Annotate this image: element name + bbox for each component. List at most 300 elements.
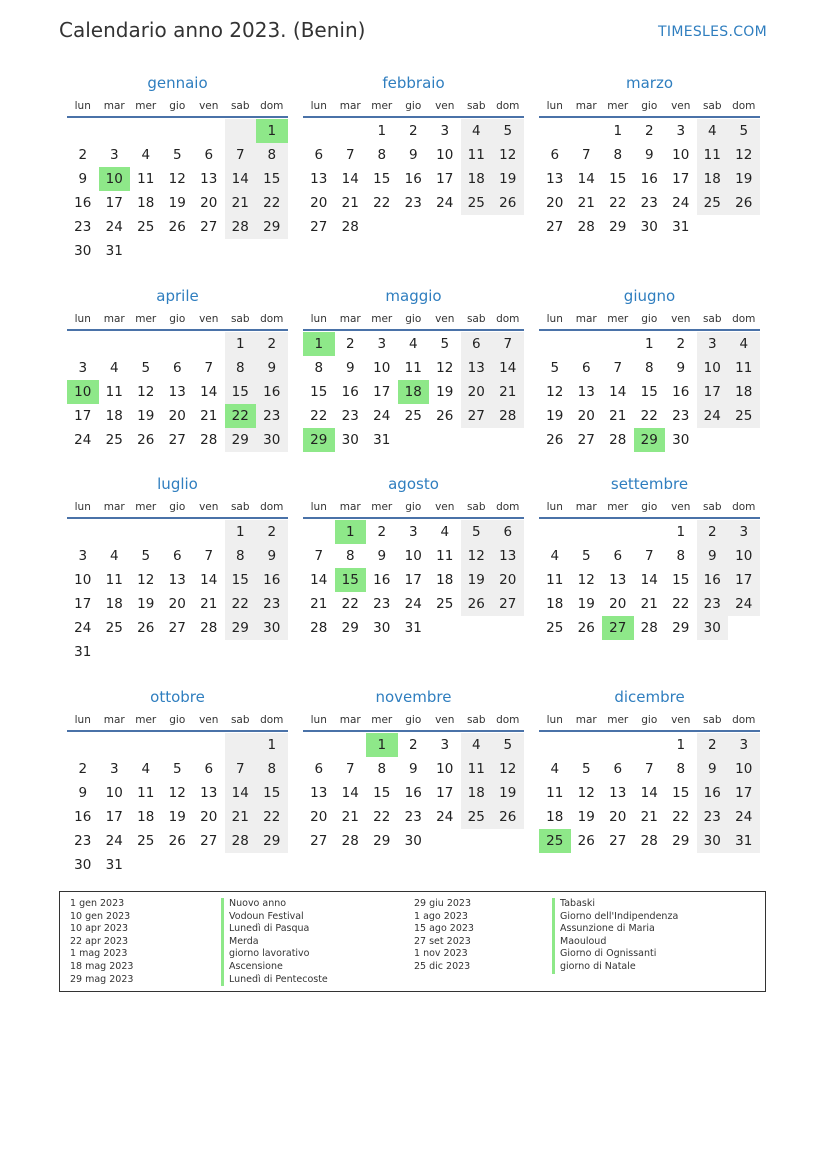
day-cell[interactable]: 12	[577, 572, 595, 588]
day-cell[interactable]: 26	[137, 620, 155, 636]
day-cell[interactable]: 28	[310, 620, 328, 636]
day-cell[interactable]: 15	[672, 572, 690, 588]
day-cell[interactable]: 24	[728, 592, 760, 616]
day-cell[interactable]: 10	[728, 757, 760, 781]
day-cell[interactable]: 23	[256, 404, 288, 428]
day-cell[interactable]: 3	[440, 123, 450, 139]
day-cell[interactable]: 7	[345, 761, 355, 777]
day-cell[interactable]: 22	[373, 809, 391, 825]
day-cell[interactable]: 1	[377, 123, 387, 139]
day-cell[interactable]: 22	[341, 596, 359, 612]
day-cell[interactable]: 28	[225, 829, 257, 853]
day-cell[interactable]: 23	[404, 809, 422, 825]
day-cell[interactable]: 28	[577, 219, 595, 235]
day-cell[interactable]: 9	[256, 356, 288, 380]
day-cell[interactable]: 10	[404, 548, 422, 564]
day-cell[interactable]: 12	[137, 572, 155, 588]
day-cell[interactable]: 13	[546, 171, 564, 187]
day-cell[interactable]: 12	[461, 544, 493, 568]
day-cell[interactable]: 5	[172, 761, 182, 777]
day-cell[interactable]: 13	[577, 384, 595, 400]
day-cell[interactable]: 21	[310, 596, 328, 612]
day-cell[interactable]: 31	[373, 432, 391, 448]
day-cell[interactable]: 31	[404, 620, 422, 636]
day-cell[interactable]: 21	[640, 596, 658, 612]
day-cell[interactable]: 10	[436, 147, 454, 163]
day-cell[interactable]: 30	[341, 432, 359, 448]
day-cell[interactable]: 11	[436, 548, 454, 564]
day-cell[interactable]: 1	[613, 123, 623, 139]
day-cell[interactable]: 25	[137, 833, 155, 849]
day-cell[interactable]: 18	[436, 572, 454, 588]
day-cell[interactable]: 23	[640, 195, 658, 211]
day-cell[interactable]: 28	[492, 404, 524, 428]
day-cell[interactable]: 29	[672, 620, 690, 636]
day-cell[interactable]: 3	[78, 360, 88, 376]
day-cell[interactable]: 8	[256, 143, 288, 167]
day-cell[interactable]: 30	[404, 833, 422, 849]
day-cell[interactable]: 27	[492, 592, 524, 616]
day-cell[interactable]: 29	[225, 616, 257, 640]
day-cell[interactable]: 25	[404, 408, 422, 424]
day-cell[interactable]: 4	[141, 761, 151, 777]
day-cell[interactable]: 10	[728, 544, 760, 568]
day-cell[interactable]: 15	[225, 380, 257, 404]
holiday-day-cell[interactable]: 29	[303, 428, 335, 452]
day-cell[interactable]: 17	[74, 408, 92, 424]
day-cell[interactable]: 1	[225, 332, 257, 356]
day-cell[interactable]: 2	[408, 737, 418, 753]
day-cell[interactable]: 22	[256, 805, 288, 829]
day-cell[interactable]: 7	[644, 548, 654, 564]
day-cell[interactable]: 24	[728, 805, 760, 829]
day-cell[interactable]: 3	[109, 761, 119, 777]
day-cell[interactable]: 11	[137, 171, 155, 187]
day-cell[interactable]: 20	[492, 568, 524, 592]
day-cell[interactable]: 20	[609, 596, 627, 612]
day-cell[interactable]: 31	[728, 829, 760, 853]
day-cell[interactable]: 19	[728, 167, 760, 191]
day-cell[interactable]: 8	[377, 147, 387, 163]
day-cell[interactable]: 28	[609, 432, 627, 448]
day-cell[interactable]: 15	[373, 171, 391, 187]
day-cell[interactable]: 3	[377, 336, 387, 352]
day-cell[interactable]: 16	[640, 171, 658, 187]
day-cell[interactable]: 19	[168, 195, 186, 211]
day-cell[interactable]: 8	[613, 147, 623, 163]
day-cell[interactable]: 10	[697, 356, 729, 380]
day-cell[interactable]: 5	[461, 520, 493, 544]
day-cell[interactable]: 13	[310, 785, 328, 801]
day-cell[interactable]: 14	[609, 384, 627, 400]
day-cell[interactable]: 24	[74, 620, 92, 636]
day-cell[interactable]: 16	[74, 195, 92, 211]
day-cell[interactable]: 11	[546, 572, 564, 588]
day-cell[interactable]: 5	[172, 147, 182, 163]
day-cell[interactable]: 15	[672, 785, 690, 801]
day-cell[interactable]: 17	[436, 171, 454, 187]
day-cell[interactable]: 14	[577, 171, 595, 187]
day-cell[interactable]: 6	[613, 548, 623, 564]
day-cell[interactable]: 4	[141, 147, 151, 163]
day-cell[interactable]: 27	[200, 833, 218, 849]
day-cell[interactable]: 8	[345, 548, 355, 564]
day-cell[interactable]: 8	[225, 356, 257, 380]
day-cell[interactable]: 16	[672, 384, 690, 400]
day-cell[interactable]: 8	[644, 360, 654, 376]
day-cell[interactable]: 2	[377, 524, 387, 540]
day-cell[interactable]: 26	[137, 432, 155, 448]
day-cell[interactable]: 22	[640, 408, 658, 424]
day-cell[interactable]: 8	[377, 761, 387, 777]
day-cell[interactable]: 15	[373, 785, 391, 801]
day-cell[interactable]: 30	[256, 428, 288, 452]
day-cell[interactable]: 5	[492, 733, 524, 757]
day-cell[interactable]: 21	[341, 195, 359, 211]
day-cell[interactable]: 26	[168, 833, 186, 849]
day-cell[interactable]: 9	[697, 544, 729, 568]
day-cell[interactable]: 7	[345, 147, 355, 163]
day-cell[interactable]: 28	[200, 620, 218, 636]
day-cell[interactable]: 16	[404, 171, 422, 187]
day-cell[interactable]: 23	[672, 408, 690, 424]
day-cell[interactable]: 28	[341, 219, 359, 235]
holiday-day-cell[interactable]: 15	[335, 568, 367, 592]
day-cell[interactable]: 14	[200, 384, 218, 400]
day-cell[interactable]: 3	[697, 332, 729, 356]
day-cell[interactable]: 4	[461, 733, 493, 757]
day-cell[interactable]: 12	[492, 143, 524, 167]
day-cell[interactable]: 27	[546, 219, 564, 235]
day-cell[interactable]: 19	[137, 408, 155, 424]
day-cell[interactable]: 26	[492, 191, 524, 215]
day-cell[interactable]: 18	[546, 809, 564, 825]
day-cell[interactable]: 6	[613, 761, 623, 777]
day-cell[interactable]: 4	[440, 524, 450, 540]
day-cell[interactable]: 15	[256, 781, 288, 805]
day-cell[interactable]: 23	[74, 219, 92, 235]
day-cell[interactable]: 3	[728, 520, 760, 544]
day-cell[interactable]: 9	[408, 761, 418, 777]
day-cell[interactable]: 30	[697, 829, 729, 853]
day-cell[interactable]: 27	[168, 620, 186, 636]
day-cell[interactable]: 4	[408, 336, 418, 352]
day-cell[interactable]: 20	[461, 380, 493, 404]
day-cell[interactable]: 18	[546, 596, 564, 612]
day-cell[interactable]: 6	[581, 360, 591, 376]
day-cell[interactable]: 10	[105, 785, 123, 801]
day-cell[interactable]: 5	[550, 360, 560, 376]
day-cell[interactable]: 3	[728, 733, 760, 757]
day-cell[interactable]: 3	[408, 524, 418, 540]
day-cell[interactable]: 20	[168, 596, 186, 612]
day-cell[interactable]: 8	[256, 757, 288, 781]
day-cell[interactable]: 6	[204, 147, 214, 163]
day-cell[interactable]: 25	[728, 404, 760, 428]
day-cell[interactable]: 29	[256, 829, 288, 853]
day-cell[interactable]: 24	[672, 195, 690, 211]
day-cell[interactable]: 1	[644, 336, 654, 352]
day-cell[interactable]: 14	[310, 572, 328, 588]
day-cell[interactable]: 27	[200, 219, 218, 235]
day-cell[interactable]: 18	[697, 167, 729, 191]
day-cell[interactable]: 26	[436, 408, 454, 424]
day-cell[interactable]: 6	[314, 761, 324, 777]
day-cell[interactable]: 6	[314, 147, 324, 163]
day-cell[interactable]: 21	[640, 809, 658, 825]
day-cell[interactable]: 18	[105, 596, 123, 612]
holiday-day-cell[interactable]: 29	[634, 428, 666, 452]
day-cell[interactable]: 2	[256, 520, 288, 544]
day-cell[interactable]: 12	[546, 384, 564, 400]
day-cell[interactable]: 31	[105, 243, 123, 259]
day-cell[interactable]: 18	[461, 781, 493, 805]
day-cell[interactable]: 19	[137, 596, 155, 612]
day-cell[interactable]: 26	[168, 219, 186, 235]
day-cell[interactable]: 12	[728, 143, 760, 167]
day-cell[interactable]: 12	[492, 757, 524, 781]
day-cell[interactable]: 19	[492, 167, 524, 191]
day-cell[interactable]: 24	[105, 833, 123, 849]
holiday-day-cell[interactable]: 10	[99, 167, 131, 191]
day-cell[interactable]: 25	[105, 432, 123, 448]
day-cell[interactable]: 13	[168, 572, 186, 588]
day-cell[interactable]: 27	[609, 833, 627, 849]
day-cell[interactable]: 31	[105, 857, 123, 873]
day-cell[interactable]: 9	[78, 785, 88, 801]
day-cell[interactable]: 22	[609, 195, 627, 211]
brand-link[interactable]: TIMESLES.COM	[658, 24, 767, 40]
holiday-day-cell[interactable]: 1	[256, 119, 288, 143]
day-cell[interactable]: 17	[404, 572, 422, 588]
day-cell[interactable]: 25	[105, 620, 123, 636]
day-cell[interactable]: 22	[672, 596, 690, 612]
day-cell[interactable]: 21	[200, 408, 218, 424]
day-cell[interactable]: 22	[225, 592, 257, 616]
day-cell[interactable]: 24	[373, 408, 391, 424]
day-cell[interactable]: 24	[436, 809, 454, 825]
day-cell[interactable]: 12	[168, 785, 186, 801]
day-cell[interactable]: 28	[200, 432, 218, 448]
day-cell[interactable]: 23	[404, 195, 422, 211]
day-cell[interactable]: 9	[256, 544, 288, 568]
day-cell[interactable]: 4	[109, 548, 119, 564]
day-cell[interactable]: 31	[672, 219, 690, 235]
day-cell[interactable]: 5	[581, 761, 591, 777]
day-cell[interactable]: 13	[461, 356, 493, 380]
day-cell[interactable]: 25	[546, 620, 564, 636]
day-cell[interactable]: 5	[728, 119, 760, 143]
holiday-day-cell[interactable]: 10	[67, 380, 99, 404]
day-cell[interactable]: 28	[225, 215, 257, 239]
day-cell[interactable]: 10	[373, 360, 391, 376]
day-cell[interactable]: 17	[728, 568, 760, 592]
day-cell[interactable]: 13	[200, 171, 218, 187]
day-cell[interactable]: 17	[672, 171, 690, 187]
day-cell[interactable]: 13	[609, 572, 627, 588]
day-cell[interactable]: 11	[105, 384, 123, 400]
day-cell[interactable]: 21	[609, 408, 627, 424]
day-cell[interactable]: 13	[609, 785, 627, 801]
day-cell[interactable]: 14	[341, 785, 359, 801]
day-cell[interactable]: 9	[78, 171, 88, 187]
day-cell[interactable]: 28	[640, 833, 658, 849]
day-cell[interactable]: 23	[373, 596, 391, 612]
day-cell[interactable]: 11	[137, 785, 155, 801]
day-cell[interactable]: 11	[728, 356, 760, 380]
day-cell[interactable]: 29	[672, 833, 690, 849]
holiday-day-cell[interactable]: 1	[366, 733, 398, 757]
day-cell[interactable]: 13	[310, 171, 328, 187]
day-cell[interactable]: 2	[345, 336, 355, 352]
day-cell[interactable]: 4	[550, 548, 560, 564]
day-cell[interactable]: 12	[577, 785, 595, 801]
day-cell[interactable]: 5	[440, 336, 450, 352]
day-cell[interactable]: 20	[577, 408, 595, 424]
day-cell[interactable]: 21	[577, 195, 595, 211]
day-cell[interactable]: 30	[697, 616, 729, 640]
day-cell[interactable]: 14	[200, 572, 218, 588]
day-cell[interactable]: 19	[546, 408, 564, 424]
day-cell[interactable]: 27	[577, 432, 595, 448]
day-cell[interactable]: 24	[404, 596, 422, 612]
day-cell[interactable]: 27	[310, 833, 328, 849]
day-cell[interactable]: 7	[492, 332, 524, 356]
day-cell[interactable]: 2	[697, 733, 729, 757]
day-cell[interactable]: 22	[256, 191, 288, 215]
holiday-day-cell[interactable]: 25	[539, 829, 571, 853]
day-cell[interactable]: 10	[672, 147, 690, 163]
day-cell[interactable]: 27	[461, 404, 493, 428]
day-cell[interactable]: 25	[436, 596, 454, 612]
day-cell[interactable]: 21	[225, 805, 257, 829]
holiday-day-cell[interactable]: 18	[398, 380, 430, 404]
holiday-day-cell[interactable]: 1	[335, 520, 367, 544]
day-cell[interactable]: 12	[168, 171, 186, 187]
day-cell[interactable]: 21	[200, 596, 218, 612]
day-cell[interactable]: 2	[78, 761, 88, 777]
day-cell[interactable]: 1	[256, 733, 288, 757]
day-cell[interactable]: 20	[609, 809, 627, 825]
day-cell[interactable]: 18	[137, 195, 155, 211]
day-cell[interactable]: 7	[225, 757, 257, 781]
day-cell[interactable]: 9	[377, 548, 387, 564]
day-cell[interactable]: 27	[168, 432, 186, 448]
day-cell[interactable]: 21	[225, 191, 257, 215]
day-cell[interactable]: 19	[436, 384, 454, 400]
day-cell[interactable]: 30	[256, 616, 288, 640]
day-cell[interactable]: 25	[697, 191, 729, 215]
day-cell[interactable]: 13	[168, 384, 186, 400]
day-cell[interactable]: 8	[676, 548, 686, 564]
day-cell[interactable]: 30	[373, 620, 391, 636]
day-cell[interactable]: 6	[492, 520, 524, 544]
day-cell[interactable]: 4	[728, 332, 760, 356]
day-cell[interactable]: 4	[550, 761, 560, 777]
day-cell[interactable]: 18	[461, 167, 493, 191]
day-cell[interactable]: 29	[609, 219, 627, 235]
day-cell[interactable]: 9	[697, 757, 729, 781]
day-cell[interactable]: 4	[697, 119, 729, 143]
day-cell[interactable]: 16	[404, 785, 422, 801]
day-cell[interactable]: 5	[492, 119, 524, 143]
day-cell[interactable]: 7	[225, 143, 257, 167]
day-cell[interactable]: 6	[550, 147, 560, 163]
day-cell[interactable]: 21	[341, 809, 359, 825]
day-cell[interactable]: 15	[225, 568, 257, 592]
day-cell[interactable]: 11	[461, 143, 493, 167]
day-cell[interactable]: 8	[676, 761, 686, 777]
day-cell[interactable]: 14	[341, 171, 359, 187]
day-cell[interactable]: 2	[408, 123, 418, 139]
day-cell[interactable]: 12	[137, 384, 155, 400]
day-cell[interactable]: 20	[310, 809, 328, 825]
day-cell[interactable]: 11	[404, 360, 422, 376]
day-cell[interactable]: 19	[168, 809, 186, 825]
day-cell[interactable]: 9	[345, 360, 355, 376]
day-cell[interactable]: 26	[728, 191, 760, 215]
day-cell[interactable]: 12	[436, 360, 454, 376]
day-cell[interactable]: 30	[640, 219, 658, 235]
day-cell[interactable]: 17	[436, 785, 454, 801]
day-cell[interactable]: 10	[436, 761, 454, 777]
day-cell[interactable]: 15	[640, 384, 658, 400]
holiday-day-cell[interactable]: 22	[225, 404, 257, 428]
day-cell[interactable]: 11	[546, 785, 564, 801]
day-cell[interactable]: 2	[644, 123, 654, 139]
day-cell[interactable]: 19	[577, 809, 595, 825]
day-cell[interactable]: 21	[492, 380, 524, 404]
day-cell[interactable]: 1	[225, 520, 257, 544]
holiday-day-cell[interactable]: 1	[303, 332, 335, 356]
holiday-day-cell[interactable]: 27	[602, 616, 634, 640]
day-cell[interactable]: 2	[697, 520, 729, 544]
day-cell[interactable]: 29	[256, 215, 288, 239]
day-cell[interactable]: 3	[109, 147, 119, 163]
day-cell[interactable]: 20	[200, 195, 218, 211]
day-cell[interactable]: 7	[204, 548, 214, 564]
day-cell[interactable]: 17	[697, 380, 729, 404]
day-cell[interactable]: 8	[314, 360, 324, 376]
day-cell[interactable]: 3	[440, 737, 450, 753]
day-cell[interactable]: 2	[78, 147, 88, 163]
day-cell[interactable]: 14	[640, 572, 658, 588]
day-cell[interactable]: 16	[373, 572, 391, 588]
day-cell[interactable]: 22	[310, 408, 328, 424]
day-cell[interactable]: 14	[492, 356, 524, 380]
day-cell[interactable]: 17	[728, 781, 760, 805]
day-cell[interactable]: 16	[697, 781, 729, 805]
day-cell[interactable]: 4	[461, 119, 493, 143]
day-cell[interactable]: 20	[168, 408, 186, 424]
day-cell[interactable]: 18	[105, 408, 123, 424]
day-cell[interactable]: 3	[78, 548, 88, 564]
day-cell[interactable]: 16	[74, 809, 92, 825]
day-cell[interactable]: 23	[697, 592, 729, 616]
day-cell[interactable]: 23	[74, 833, 92, 849]
day-cell[interactable]: 17	[74, 596, 92, 612]
day-cell[interactable]: 16	[256, 380, 288, 404]
day-cell[interactable]: 16	[341, 384, 359, 400]
day-cell[interactable]: 26	[577, 833, 595, 849]
day-cell[interactable]: 27	[310, 219, 328, 235]
day-cell[interactable]: 26	[546, 432, 564, 448]
day-cell[interactable]: 15	[609, 171, 627, 187]
day-cell[interactable]: 20	[546, 195, 564, 211]
day-cell[interactable]: 9	[644, 147, 654, 163]
day-cell[interactable]: 26	[577, 620, 595, 636]
day-cell[interactable]: 6	[204, 761, 214, 777]
